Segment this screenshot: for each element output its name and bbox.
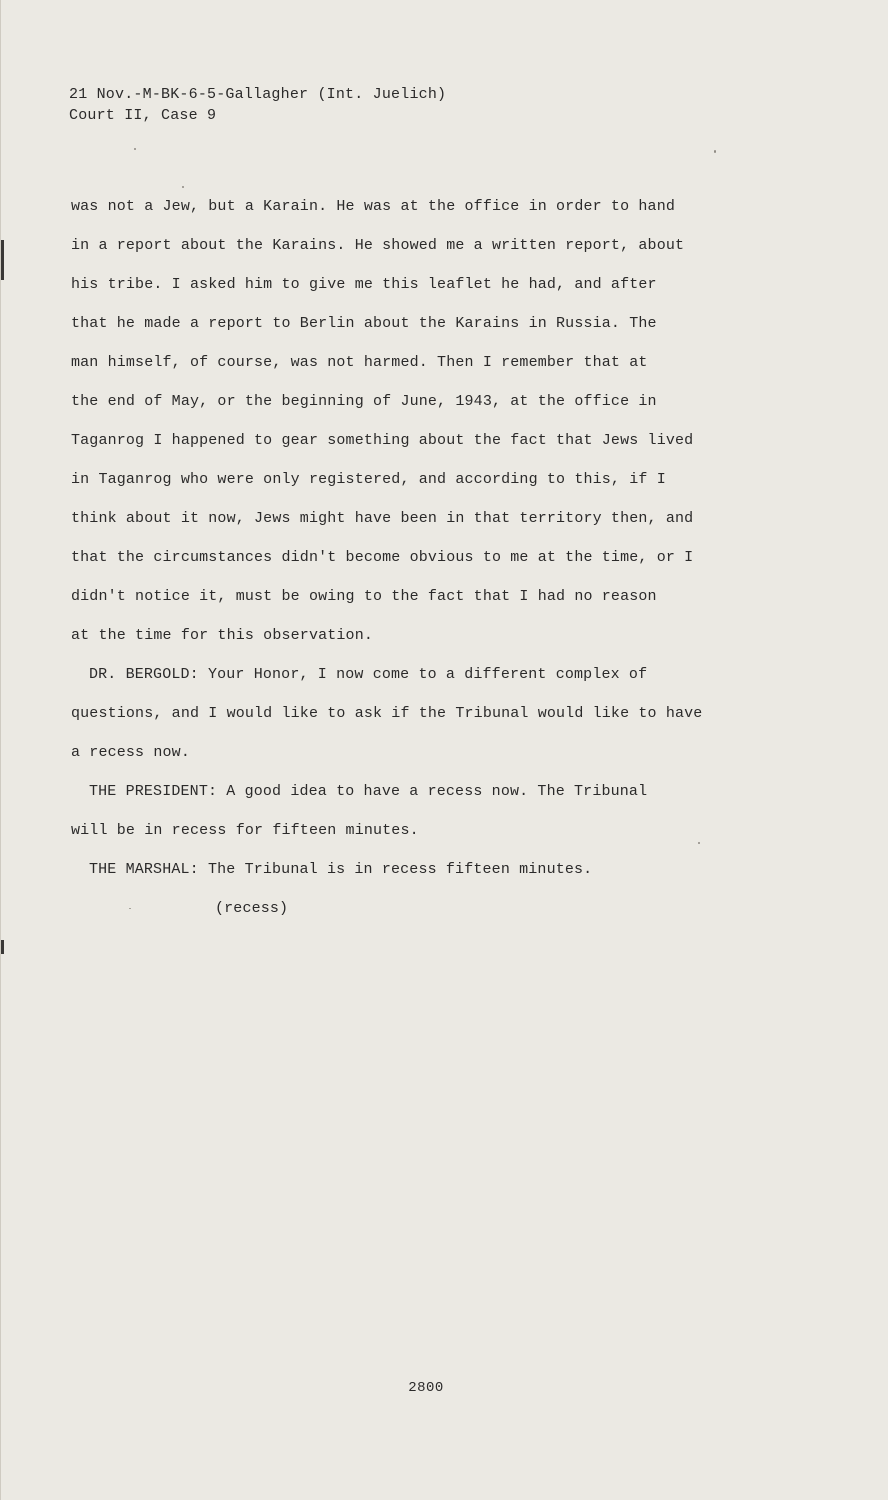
transcript-line: questions, and I would like to ask if the Tribunal would like to have bbox=[71, 705, 703, 722]
header-court-line: Court II, Case 9 bbox=[69, 107, 217, 124]
paper-speck bbox=[182, 186, 184, 188]
transcript-line: that the circumstances didn't become obvious to me at the time, or I bbox=[71, 549, 694, 566]
speaker-line-bergold: DR. BERGOLD: Your Honor, I now come to a different complex of bbox=[89, 666, 648, 683]
transcript-line: in a report about the Karains. He showed me a written report, about bbox=[71, 237, 685, 254]
document-header bbox=[69, 84, 446, 126]
transcript-line: that he made a report to Berlin about the Karains in Russia. The bbox=[71, 315, 657, 332]
binding-mark bbox=[1, 940, 4, 954]
speaker-line-president: THE PRESIDENT: A good idea to have a recess now. The Tribunal bbox=[89, 783, 648, 800]
page-number: 2800 bbox=[408, 1380, 444, 1396]
transcript-line: was not a Jew, but a Karain. He was at the office in order to hand bbox=[71, 198, 675, 215]
transcript-line: will be in recess for fifteen minutes. bbox=[71, 822, 419, 839]
transcript-line: didn't notice it, must be owing to the fact that I had no reason bbox=[71, 588, 657, 605]
recess-note: (recess) bbox=[215, 900, 289, 917]
transcript-line: man himself, of course, was not harmed. Then I remember that at bbox=[71, 354, 648, 371]
transcript-line: the end of May, or the beginning of June, 1943, at the office in bbox=[71, 393, 657, 410]
transcript-line: in Taganrog who were only registered, and according to this, if I bbox=[71, 471, 666, 488]
paper-speck bbox=[134, 148, 136, 150]
transcript-line: his tribe. I asked him to give me this leaflet he had, and after bbox=[71, 276, 657, 293]
speaker-line-marshal: THE MARSHAL: The Tribunal is in recess fifteen minutes. bbox=[89, 861, 593, 878]
transcript-body bbox=[71, 194, 751, 935]
paper-speck bbox=[714, 150, 716, 153]
transcript-line: a recess now. bbox=[71, 744, 190, 761]
binding-mark bbox=[1, 240, 4, 280]
transcript-line: Taganrog I happened to gear something about the fact that Jews lived bbox=[71, 432, 694, 449]
transcript-line: think about it now, Jews might have been in that territory then, and bbox=[71, 510, 694, 527]
transcript-line: at the time for this observation. bbox=[71, 627, 373, 644]
header-date-line: 21 Nov.-M-BK-6-5-Gallagher (Int. Juelich) bbox=[69, 86, 447, 103]
